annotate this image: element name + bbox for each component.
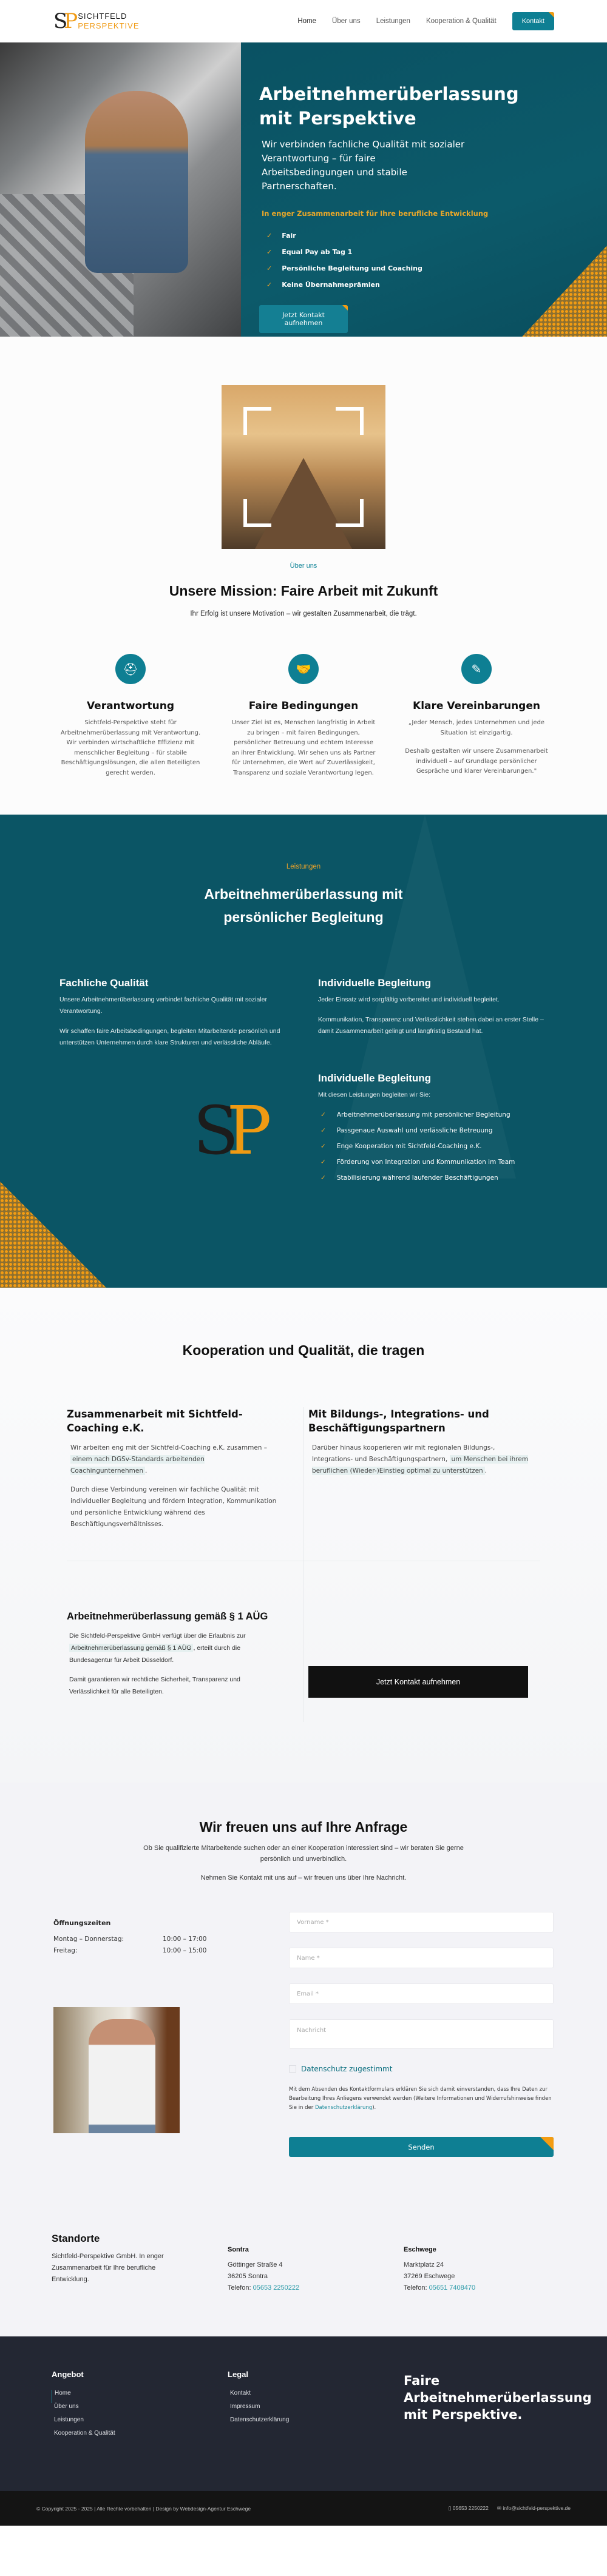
nav-home[interactable]: Home: [297, 18, 317, 25]
check-item: ✓ Persönliche Begleitung und Coaching: [266, 264, 422, 272]
frame-corner: [336, 407, 364, 435]
main-nav: [297, 12, 554, 30]
benefit-item: ✓ Passgenaue Auswahl und verlässliche Betreuung: [320, 1127, 493, 1134]
feature-verantwortung: ⛑ Verantwortung Sichtfeld-Perspektive steht für Arbeitnehmerüberlassung mit Verantwortung. Wir verbinden wirtschaftliche Effizienz mit menschlicher Begleitung – für stabile Beschäftigungslösungen, die allen Beteiligten gerecht werden.: [56, 654, 205, 778]
name-field[interactable]: Name *: [289, 1948, 554, 1968]
check-item: ✓ Fair: [266, 232, 296, 240]
phone-link[interactable]: 05651 7408470: [429, 2284, 476, 2292]
contact-subtitle-2: Nehmen Sie Kontakt mit uns auf – wir freuen uns über Ihre Nachricht.: [200, 1874, 407, 1882]
locations-section: Standorte Sichtfeld-Perspektive GmbH. In enger Zusammenarbeit für Ihre berufliche Entwicklung. Sontra Göttinger Straße 4 36205 Sontra Telefon: 05653 2250222 Eschwege Marktplatz 24 37269 Eschwege Telefon: 05651 7408470: [0, 2218, 607, 2336]
dot-pattern-decoration: [0, 1182, 106, 1288]
mission-title: Unsere Mission: Faire Arbeit mit Zukunft: [169, 583, 438, 599]
nav-leistungen[interactable]: Leistungen: [376, 18, 410, 25]
feature-list: [0, 654, 607, 778]
privacy-consent[interactable]: Datenschutz zugestimmt: [289, 2065, 554, 2073]
services-kicker: Leistungen: [286, 863, 321, 870]
send-button[interactable]: Senden: [289, 2137, 554, 2157]
check-item: ✓ Equal Pay ab Tag 1: [266, 248, 353, 256]
handshake-icon: 🤝: [288, 654, 319, 684]
footer-link[interactable]: Leistungen: [54, 2416, 84, 2423]
check-item: ✓ Keine Übernahmeprämien: [266, 281, 380, 289]
footer-link[interactable]: Home: [52, 2390, 228, 2403]
footer: [0, 2336, 607, 2491]
about-kicker: Über uns: [290, 562, 317, 570]
worker-shape: [85, 91, 188, 273]
contact-subtitle: Ob Sie qualifizierte Mitarbeitende suchen oder an einer Kooperation interessiert sind – wir beraten Sie gerne persönlich und unverbindlich.: [143, 1845, 464, 1863]
footer-link[interactable]: Über uns: [54, 2403, 79, 2410]
hero-worker-image: [0, 42, 241, 337]
support-block: Individuelle Begleitung Jeder Einsatz wird sorgfältig vorbereitet und individuell begleitet. Kommunikation, Transparenz und Verlässlichkeit stehen dabei an erster Stelle – damit Zusammenarbeit gelingt und langfristig Bestand hat. Individuelle Begleitung Mit diesen Leistungen begleiten wir Sie: ✓ Arbeitnehmerüberlassung mit persönlicher Begleitung ✓ Passgenaue Auswahl und verlässliche Betreuung ✓ Enge Kooperation mit Sichtfeld-Coaching e.K. ✓ Förderung von Integration und Kommunikation im Team ✓ Stabilisierung während laufender Beschäftigungen: [318, 977, 548, 1186]
quality-block: Fachliche Qualität Unsere Arbeitnehmerüberlassung verbindet fachliche Qualität mit sozialer Verantwortung. Wir schaffen faire Arbeitsbedingungen, begleiten Mitarbeitende persönlich und unterstützen Unternehmen durch klare Strukturen und verlässliche Abläufe. SP: [59, 977, 289, 1186]
privacy-notice: Mit dem Absenden des Kontaktformulars erklären Sie sich damit einverstanden, dass Ihre Daten zur Bearbeitung Ihres Anliegens verwendet werden (Weitere Informationen und Widerrufshinweise finden Sie in der Datenschutzerklärung).: [289, 2087, 552, 2111]
cooperation-section: [0, 1288, 607, 1783]
site-header: [0, 0, 607, 42]
coaching-block: Zusammenarbeit mit Sichtfeld-Coaching e.K. Wir arbeiten eng mit der Sichtfeld-Coaching e.K. zusammen – einem nach DGSv-Standards arbeitenden Coachingunternehmen . Durch diese Verbindung vereinen wir fachliche Qualität mit individueller Begleitung und fördern Integration, Kommunikation und persönliche Entwicklung während des Beschäftigungsverhältnisses.: [67, 1408, 277, 1528]
kontakt-button[interactable]: Kontakt: [512, 12, 554, 30]
contact-title: Wir freuen uns auf Ihre Anfrage: [199, 1819, 408, 1835]
frame-corner: [336, 499, 364, 527]
benefit-item: ✓ Stabilisierung während laufender Beschäftigungen: [320, 1174, 498, 1182]
frame-corner: [243, 499, 271, 527]
locations-title: Standorte: [52, 2233, 100, 2244]
contact-form: [284, 1912, 554, 2157]
footer-link[interactable]: Datenschutzerklärung: [230, 2416, 290, 2423]
phone-icon: ▯: [448, 2505, 452, 2511]
check-icon: ✓: [320, 1174, 326, 1182]
bridge-image: [222, 385, 385, 549]
hero-kicker: In enger Zusammenarbeit für Ihre berufliche Entwicklung: [262, 209, 489, 218]
sp-logo-large: SP: [193, 1092, 260, 1169]
hard-hat-icon: ⛑: [115, 654, 146, 684]
check-icon: ✓: [266, 248, 273, 256]
hero-title: Arbeitnehmerüberlassung mit Perspektive: [259, 84, 519, 129]
services-section: [0, 815, 607, 1288]
aug-block: Arbeitnehmerüberlassung gemäß § 1 AÜG Die Sichtfeld-Perspektive GmbH verfügt über die Erlaubnis zur Arbeitnehmerüberlassung gemäß § 1 AÜG , erteilt durch die Bundesagentur für Arbeit Düsseldorf. Damit garantieren wir rechtliche Sicherheit, Transparenz und Verlässlichkeit für alle Beteiligten.: [67, 1611, 268, 1695]
bottom-bar: © Copyright 2025 - 2025 | Alle Rechte vorbehalten | Design by Webdesign-Agentur Eschwege ▯ 05653 2250222 ✉ info@sichtfeld-perspektive.de: [0, 2491, 607, 2526]
footer-link[interactable]: Impressum: [230, 2403, 260, 2410]
firstname-field[interactable]: Vorname *: [289, 1912, 554, 1932]
cooperation-contact-button[interactable]: Jetzt Kontakt aufnehmen: [308, 1666, 528, 1698]
consent-checkbox[interactable]: [289, 2065, 296, 2073]
check-icon: ✓: [266, 264, 273, 272]
cooperation-title: Kooperation und Qualität, die tragen: [182, 1342, 425, 1358]
about-section: [0, 337, 607, 815]
check-icon: ✓: [320, 1127, 326, 1134]
hours-block: Öffnungszeiten Montag – Donnerstag: 10:00 – 17:00 Freitag: 10:00 – 15:00: [53, 1912, 272, 2157]
privacy-link[interactable]: Datenschutzerklärung: [314, 2105, 373, 2111]
nav-ueber-uns[interactable]: Über uns: [332, 18, 361, 25]
frame-corner: [243, 407, 271, 435]
feature-faire-bedingungen: 🤝 Faire Bedingungen Unser Ziel ist es, Menschen langfristig in Arbeit zu bringen – mit fairen Bedingungen, persönlicher Betreuung und echtem Interesse an ihrer Entwicklung. Wir sehen uns als Partner für Unternehmen, die Wert auf Zuverlässigkeit, Transparenz und soziale Verantwortung legen.: [229, 654, 378, 778]
logo-mark: SP: [53, 9, 75, 33]
check-icon: ✓: [320, 1159, 326, 1166]
check-icon: ✓: [266, 281, 273, 289]
location-sontra: Sontra Göttinger Straße 4 36205 Sontra Telefon: 05653 2250222: [228, 2246, 300, 2292]
cooperation-grid: [67, 1407, 540, 1722]
contact-section: [0, 1783, 607, 2218]
hero-contact-button[interactable]: Jetzt Kontakt aufnehmen: [259, 305, 348, 333]
nav-kooperation[interactable]: Kooperation & Qualität: [426, 18, 497, 25]
footer-link[interactable]: Kooperation & Qualität: [54, 2430, 115, 2436]
footer-tagline: Faire Arbeitnehmerüberlassung mit Perspektive.: [404, 2373, 592, 2422]
hero-content: [241, 42, 607, 337]
logo[interactable]: [53, 11, 140, 32]
contact-person-photo: [53, 2007, 180, 2133]
benefit-item: ✓ Enge Kooperation mit Sichtfeld-Coaching e.K.: [320, 1143, 482, 1150]
hero-subtitle: Wir verbinden fachliche Qualität mit sozialer Verantwortung – für faire Arbeitsbedingungen und stabile Partnerschaften.: [262, 139, 465, 192]
benefit-item: ✓ Arbeitnehmerüberlassung mit persönlicher Begleitung: [320, 1111, 510, 1118]
location-eschwege: Eschwege Marktplatz 24 37269 Eschwege Telefon: 05651 7408470: [404, 2246, 476, 2292]
feature-klare-vereinbarungen: ✎ Klare Vereinbarungen „Jeder Mensch, jedes Unternehmen und jede Situation ist einzigartig. Deshalb gestalten wir unsere Zusammenarbeit individuell – auf Grundlage persönlicher Gespräche und klarer Vereinbarungen.": [402, 654, 551, 778]
pen-icon: ✎: [461, 654, 492, 684]
check-icon: ✓: [266, 232, 273, 240]
logo-text: SICHTFELD PERSPEKTIVE: [78, 12, 140, 30]
footer-link[interactable]: Kontakt: [230, 2390, 251, 2396]
designer-link[interactable]: Webdesign-Agentur Eschwege: [180, 2505, 251, 2512]
mail-icon: ✉: [497, 2505, 501, 2511]
partners-block: Mit Bildungs-, Integrations- und Beschäftigungspartnern Darüber hinaus kooperieren wir mit regionalen Bildungs-, Integrations- und Beschäftigungspartnern, um Menschen bei ihrem beruflichen (Wieder-)Einstieg optimal zu unterstützen .: [308, 1408, 529, 1475]
hero-check-list: [266, 227, 607, 293]
mission-subtitle: Ihr Erfolg ist unsere Motivation – wir gestalten Zusammenarbeit, die trägt.: [190, 610, 417, 617]
footer-col-legal: Legal Kontakt Impressum Datenschutzerklärung: [228, 2370, 404, 2491]
message-field[interactable]: Nachricht: [289, 2019, 554, 2049]
footer-col-angebot: Angebot Home Über uns Leistungen Kooperation & Qualität: [52, 2370, 228, 2491]
benefit-item: ✓ Förderung von Integration und Kommunikation im Team: [320, 1159, 515, 1166]
check-icon: ✓: [320, 1111, 326, 1118]
opening-hours: Montag – Donnerstag: 10:00 – 17:00 Freitag: 10:00 – 15:00: [53, 1935, 207, 1954]
hero-section: [0, 42, 607, 337]
email-field[interactable]: Email *: [289, 1983, 554, 2004]
footer-phone[interactable]: 05653 2250222: [452, 2505, 489, 2511]
services-title: Arbeitnehmerüberlassung mit persönlicher Begleitung: [204, 886, 403, 925]
phone-link[interactable]: 05653 2250222: [253, 2284, 300, 2292]
footer-email[interactable]: info@sichtfeld-perspektive.de: [503, 2505, 571, 2511]
check-icon: ✓: [320, 1143, 326, 1150]
